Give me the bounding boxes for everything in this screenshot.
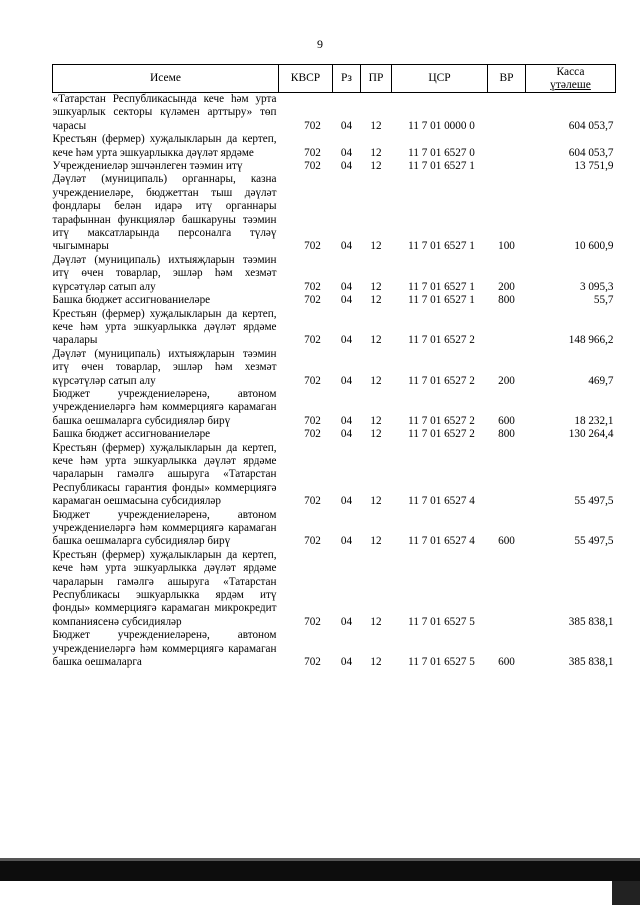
table-row xyxy=(53,160,616,173)
cell-rz: 04 xyxy=(340,334,353,347)
cell-rz: 04 xyxy=(340,160,353,173)
table-row xyxy=(53,549,616,629)
cell-vr xyxy=(488,160,526,173)
table-header xyxy=(53,65,616,93)
cell-vr xyxy=(488,93,526,134)
cell-rz: 04 xyxy=(340,119,353,132)
cell-kvsr: 702 xyxy=(304,119,321,132)
cell-vr xyxy=(488,308,526,348)
cell-rz: 04 xyxy=(340,146,353,159)
cell-pr: 12 xyxy=(370,656,382,669)
cell-sum: 604 053,7 xyxy=(568,146,614,159)
cell-vr: 200 xyxy=(498,280,515,293)
cell-sum: 385 838,1 xyxy=(568,656,614,669)
cell-kvsr: 702 xyxy=(304,240,321,253)
cell-pr: 12 xyxy=(370,119,382,132)
cell-name: Бюджет учреждениеләренә, автоном учреждениеләргә һәм коммерциягә карамаган башка оешмаларга субсидияләр бирү xyxy=(52,387,277,427)
header-sum xyxy=(526,65,616,93)
table-row xyxy=(53,294,616,307)
header-pr: ПР xyxy=(361,65,392,93)
cell-sum: 55 497,5 xyxy=(574,495,614,508)
cell-kvsr: 702 xyxy=(304,280,321,293)
cell-rz: 04 xyxy=(340,414,353,427)
cell-rz: 04 xyxy=(340,495,353,508)
cell-vr xyxy=(488,549,526,629)
cell-rz: 04 xyxy=(340,615,353,628)
cell-rz: 04 xyxy=(340,294,353,307)
cell-sum: 3 095,3 xyxy=(579,280,614,293)
cell-pr: 12 xyxy=(370,428,382,441)
table-row xyxy=(53,173,616,253)
header-sum-line2: үтәлеше xyxy=(550,78,591,91)
cell-csr: 11 7 01 6527 2 xyxy=(408,414,475,427)
cell-sum: 55 497,5 xyxy=(574,535,614,548)
cell-vr: 100 xyxy=(498,240,515,253)
table-row xyxy=(53,388,616,428)
cell-vr: 800 xyxy=(498,428,515,441)
cell-sum: 13 751,9 xyxy=(574,160,614,173)
cell-csr: 11 7 01 6527 5 xyxy=(408,615,475,628)
table-row xyxy=(53,254,616,294)
cell-vr: 200 xyxy=(498,374,515,387)
cell-vr: 800 xyxy=(498,294,515,307)
cell-name: Крестьян (фермер) хуҗалыкларын да кертеп, кече һәм урта эшкуарлыкка дәүләт ярдәме чаралары xyxy=(52,307,277,347)
cell-pr: 12 xyxy=(370,294,382,307)
cell-name: Крестьян (фермер) хуҗалыкларын да кертеп, кече һәм урта эшкуарлыкка дәүләт ярдәме xyxy=(52,133,277,159)
cell-pr: 12 xyxy=(370,160,382,173)
cell-kvsr: 702 xyxy=(304,495,321,508)
cell-csr: 11 7 01 6527 1 xyxy=(408,280,475,293)
cell-vr: 600 xyxy=(498,535,515,548)
header-sum-line1: Касса xyxy=(556,65,585,78)
cell-rz: 04 xyxy=(340,280,353,293)
table-row xyxy=(53,133,616,160)
cell-rz: 04 xyxy=(340,428,353,441)
scan-corner xyxy=(612,881,640,905)
cell-pr: 12 xyxy=(370,414,382,427)
cell-csr: 11 7 01 6527 1 xyxy=(408,294,475,307)
table-row xyxy=(53,629,616,669)
cell-kvsr: 702 xyxy=(304,656,321,669)
cell-pr: 12 xyxy=(370,240,382,253)
cell-name: Крестьян (фермер) хуҗалыкларын да кертеп, кече һәм урта эшкуарлыкка дәүләт ярдәме чараларын гамәлгә ашыруга «Татарстан Республикасы гарантия фонды» коммерциягә карамаган оешмасына субсидияләр xyxy=(52,441,277,508)
table-row xyxy=(53,93,616,134)
cell-kvsr: 702 xyxy=(304,334,321,347)
cell-vr xyxy=(488,133,526,160)
cell-csr: 11 7 01 0000 0 xyxy=(408,119,475,132)
cell-csr: 11 7 01 6527 2 xyxy=(408,428,475,441)
table-row xyxy=(53,442,616,509)
cell-sum: 130 264,4 xyxy=(568,428,614,441)
cell-pr: 12 xyxy=(370,374,382,387)
scan-bar xyxy=(0,861,640,881)
cell-pr: 12 xyxy=(370,495,382,508)
header-kvsr: КВСР xyxy=(279,65,333,93)
cell-sum: 148 966,2 xyxy=(568,334,614,347)
cell-pr: 12 xyxy=(370,615,382,628)
cell-name: Учреждениеләр эшчәнлеген тәэмин итү xyxy=(52,160,243,173)
table-row xyxy=(53,509,616,549)
cell-name: Башка бюджет ассигнованиеләре xyxy=(52,428,211,441)
cell-pr: 12 xyxy=(370,334,382,347)
cell-rz: 04 xyxy=(340,656,353,669)
cell-name: Бюджет учреждениеләренә, автоном учреждениеләргә һәм коммерциягә карамаган башка оешмаларга xyxy=(52,629,277,669)
cell-csr: 11 7 01 6527 4 xyxy=(408,535,475,548)
cell-sum: 18 232,1 xyxy=(574,414,614,427)
cell-pr: 12 xyxy=(370,280,382,293)
cell-kvsr: 702 xyxy=(304,146,321,159)
cell-csr: 11 7 01 6527 5 xyxy=(408,656,475,669)
cell-kvsr: 702 xyxy=(304,428,321,441)
cell-sum: 469,7 xyxy=(588,374,614,387)
budget-table xyxy=(52,64,616,669)
cell-name: Бюджет учреждениеләренә, автоном учреждениеләргә һәм коммерциягә карамаган башка оешмаларга субсидияләр бирү xyxy=(52,508,277,548)
cell-vr: 600 xyxy=(498,414,515,427)
cell-kvsr: 702 xyxy=(304,294,321,307)
cell-rz: 04 xyxy=(340,535,353,548)
cell-name: Крестьян (фермер) хуҗалыкларын да кертеп, кече һәм урта эшкуарлыкка дәүләт ярдәме чараларын гамәлгә ашыруга «Татарстан Республикасы эшкуарлыкка ярдәм итү фонды» коммерциягә карамаган микрокредит компаниясенә субсидияләр xyxy=(52,548,277,628)
header-rz: Рз xyxy=(333,65,361,93)
cell-rz: 04 xyxy=(340,374,353,387)
table-body xyxy=(53,93,616,670)
cell-pr: 12 xyxy=(370,535,382,548)
table-row xyxy=(53,428,616,441)
cell-csr: 11 7 01 6527 2 xyxy=(408,374,475,387)
cell-csr: 11 7 01 6527 1 xyxy=(408,240,475,253)
cell-csr: 11 7 01 6527 1 xyxy=(408,160,475,173)
header-name: Исеме xyxy=(53,65,279,93)
header-vr: ВР xyxy=(488,65,526,93)
cell-name: Дәүләт (муниципаль) ихтыяҗларын тәэмин итү өчен товарлар, эшләр һәм хезмәт күрсәтүләр сатып алу xyxy=(52,253,277,293)
cell-sum: 604 053,7 xyxy=(568,119,614,132)
cell-name: Дәүләт (муниципаль) органнары, казна учреждениеләре, бюджеттан тыш дәүләт фондлары белән идарә итү органнары тарафыннан функцияләр башкаруны тәэмин итү максатларында персоналга түләү чыгымнары xyxy=(52,173,277,253)
cell-kvsr: 702 xyxy=(304,615,321,628)
cell-kvsr: 702 xyxy=(304,535,321,548)
cell-pr: 12 xyxy=(370,146,382,159)
header-csr: ЦСР xyxy=(392,65,488,93)
cell-kvsr: 702 xyxy=(304,160,321,173)
cell-name: Башка бюджет ассигнованиеләре xyxy=(52,294,211,307)
cell-csr: 11 7 01 6527 0 xyxy=(408,146,475,159)
cell-name: Дәүләт (муниципаль) ихтыяҗларын тәэмин итү өчен товарлар, эшләр һәм хезмәт күрсәтүләр сатып алу xyxy=(52,347,277,387)
cell-kvsr: 702 xyxy=(304,414,321,427)
cell-vr xyxy=(488,442,526,509)
cell-kvsr: 702 xyxy=(304,374,321,387)
table-row xyxy=(53,308,616,348)
cell-csr: 11 7 01 6527 2 xyxy=(408,334,475,347)
cell-sum: 55,7 xyxy=(593,294,614,307)
page-number: 9 xyxy=(317,37,323,51)
table-row xyxy=(53,348,616,388)
cell-rz: 04 xyxy=(340,240,353,253)
cell-csr: 11 7 01 6527 4 xyxy=(408,495,475,508)
cell-vr: 600 xyxy=(498,656,515,669)
cell-name: «Татарстан Республикасында кече һәм урта эшкуарлык секторы күләмен арттыру» төп чарасы xyxy=(52,93,277,132)
cell-sum: 10 600,9 xyxy=(574,240,614,253)
cell-sum: 385 838,1 xyxy=(568,615,614,628)
